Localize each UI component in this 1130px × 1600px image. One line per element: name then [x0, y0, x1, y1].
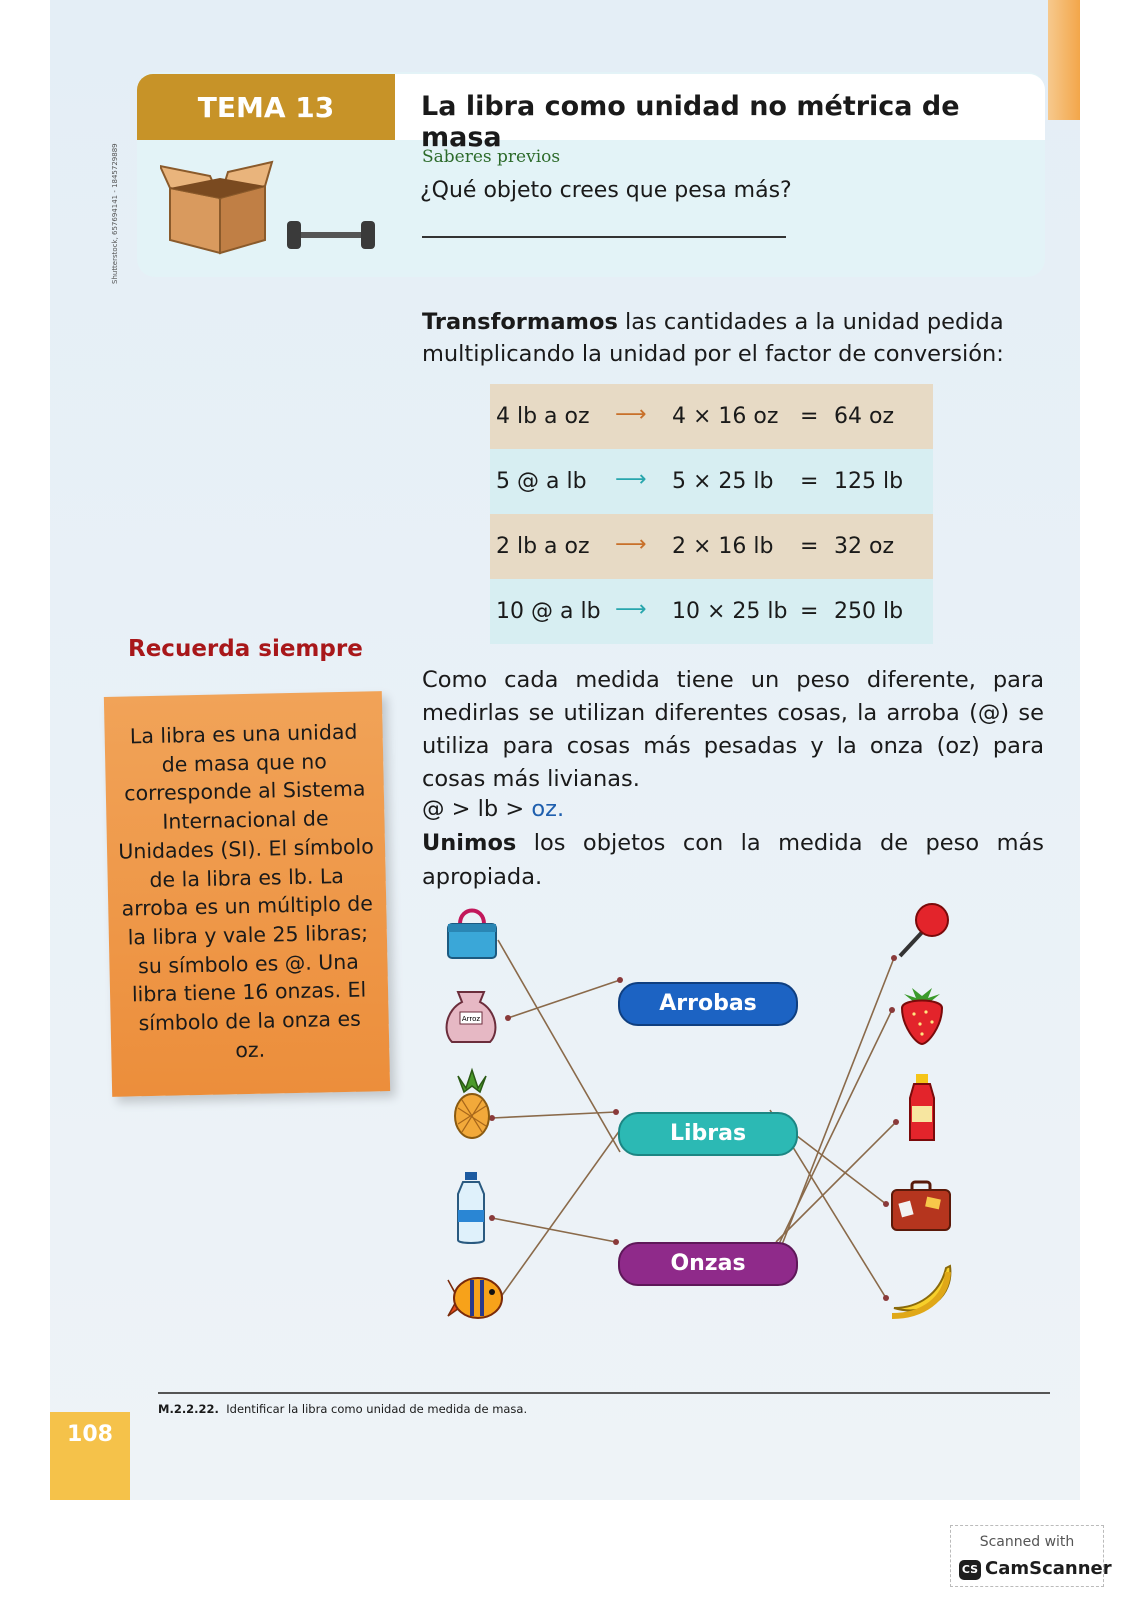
- conversion-table: [490, 384, 933, 644]
- arrow-icon: ⟶: [615, 597, 647, 622]
- footer-skill: M.2.2.22. Identificar la libra como unidad de medida de masa.: [158, 1402, 528, 1416]
- suitcase-icon[interactable]: [890, 1180, 952, 1232]
- page-edge-tab: [1048, 0, 1080, 120]
- page-title: La libra como unidad no métrica de masa: [421, 91, 960, 153]
- image-credit: Shutterstock, 657694141 - 1845729889: [111, 143, 119, 284]
- arrow-icon: ⟶: [615, 532, 647, 557]
- recuerda-text: La libra es una unidad de masa que no corresponde al Sistema Internacional de Unidades (SI). El símbolo de la libra es lb. La arroba es un múltiplo de la libra y vale 25 libras; su símbolo es @. Una libra tiene 16 onzas. El símbolo de la onza es oz.: [118, 719, 375, 1063]
- answer-line[interactable]: [422, 236, 786, 238]
- match-line: [500, 1130, 620, 1298]
- conversion-row: 2 lb a oz ⟶ 2 × 16 lb = 32 oz: [490, 514, 933, 579]
- question-text: ¿Qué objeto crees que pesa más?: [420, 178, 792, 203]
- tema-label: TEMA 13: [197, 91, 335, 124]
- arrow-icon: ⟶: [615, 402, 647, 427]
- camscanner-watermark: Scanned with CS CamScanner: [950, 1525, 1104, 1587]
- banana-icon[interactable]: [888, 1262, 958, 1320]
- onzas-label[interactable]: Onzas: [618, 1242, 798, 1286]
- tema-tab: [137, 74, 395, 140]
- lollipop-icon[interactable]: [892, 902, 952, 962]
- recuerda-title: Recuerda siempre: [128, 636, 363, 662]
- match-line: [498, 940, 620, 1152]
- rice-sack-icon[interactable]: [440, 984, 502, 1046]
- camscanner-logo-icon: CS: [959, 1560, 981, 1580]
- dumbbell-icon: [285, 215, 377, 255]
- water-bottle-icon[interactable]: [454, 1170, 488, 1246]
- ketchup-bottle-icon[interactable]: [904, 1072, 940, 1144]
- recuerda-note: [104, 691, 390, 1097]
- intro-text: Transformamos las cantidades a la unidad pedida multiplicando la unidad por el factor de conversión:: [422, 309, 1004, 367]
- conversion-row: 10 @ a lb ⟶ 10 × 25 lb = 250 lb: [490, 579, 933, 644]
- page-number: 108: [67, 1422, 113, 1447]
- title-bar: [395, 74, 1045, 153]
- pineapple-icon[interactable]: [450, 1066, 494, 1140]
- strawberry-icon[interactable]: [896, 986, 948, 1046]
- arrow-icon: ⟶: [615, 467, 647, 492]
- libras-label[interactable]: Libras: [618, 1112, 798, 1156]
- footer-rule: [158, 1392, 1050, 1394]
- instruction-text: Unimos los objetos con la medida de peso más apropiada.: [422, 830, 1044, 890]
- box-icon: [160, 158, 275, 256]
- bag-icon[interactable]: [444, 902, 500, 962]
- conversion-row: 5 @ a lb ⟶ 5 × 25 lb = 125 lb: [490, 449, 933, 514]
- conversion-row: 4 lb a oz ⟶ 4 × 16 oz = 64 oz: [490, 384, 933, 449]
- svg-text:Arroz: Arroz: [461, 1015, 481, 1023]
- saberes-label: Saberes previos: [422, 147, 561, 167]
- matching-exercise: [430, 900, 1000, 1360]
- explanation-paragraph: Como cada medida tiene un peso diferente, para medirlas se utilizan diferentes cosas, la arroba (@) se utiliza para cosas más pesadas y la onza (oz) para cosas más livianas.: [422, 667, 1044, 792]
- fish-icon[interactable]: [442, 1270, 506, 1326]
- unit-order: @ > lb > oz.: [422, 796, 565, 822]
- match-line: [492, 1112, 616, 1118]
- arrobas-label[interactable]: Arrobas: [618, 982, 798, 1026]
- page-number-tab: [50, 1412, 130, 1500]
